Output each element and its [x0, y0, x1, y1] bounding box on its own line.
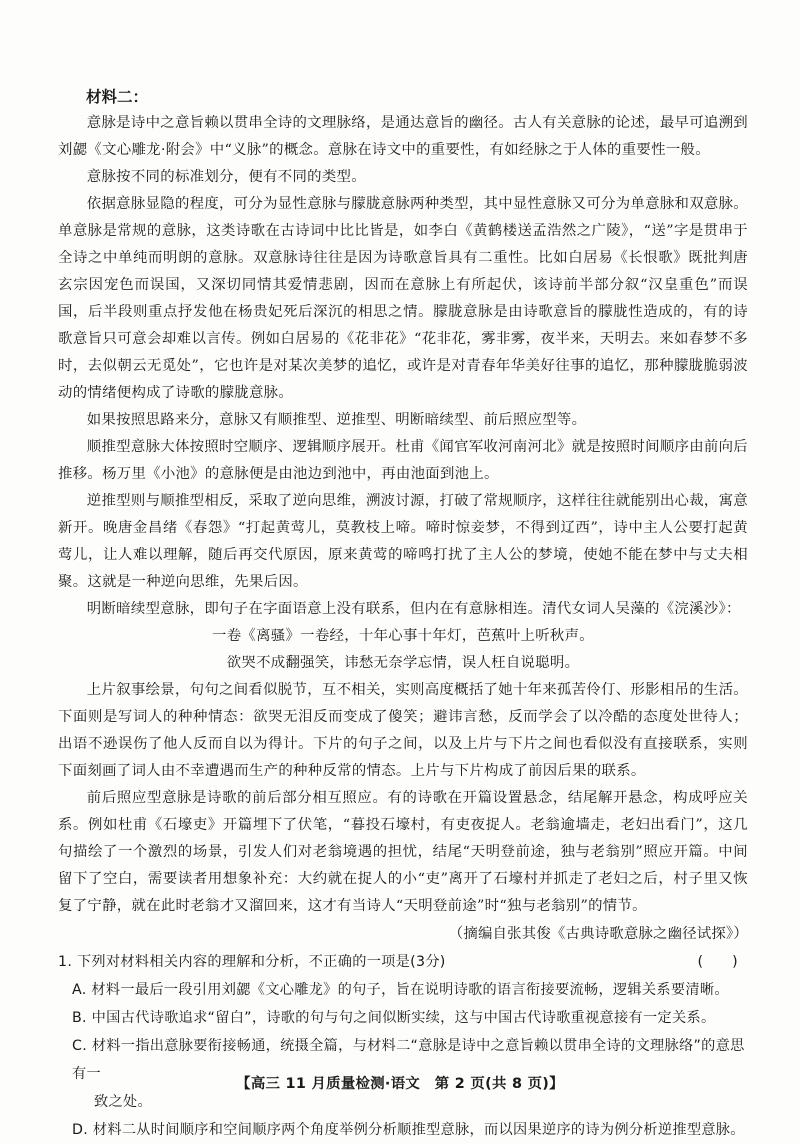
answer-bracket[interactable]: ( ) — [697, 954, 738, 970]
question-stem — [58, 948, 748, 976]
source-citation: （摘编自张其俊《古典诗歌意脉之幽径试探》） — [448, 926, 748, 942]
option-c-continued: 致之处。 — [94, 1094, 152, 1110]
question-1 — [58, 948, 748, 1144]
option-c[interactable]: C. 材料一指出意脉要衔接畅通，统摄全篇，与材料二“意脉是诗中之意旨赖以贯串全诗的文理脉络”的意思有一 — [72, 1038, 745, 1082]
paragraph-intro: 意脉是诗中之意旨赖以贯串全诗的文理脉络，是通达意旨的幽径。古人有关意脉的论述，最早可追溯到刘勰《文心雕龙·附会》中“义脉”的概念。意脉在诗文中的重要性，有如经脉之于人体的重要性一般。 — [58, 115, 748, 158]
paragraph-reverse: 逆推型则与顺推型相反，采取了逆向思维，溯波讨源，打破了常规顺序，这样往往就能别出心裁，寓意新开。晚唐金昌绪《春怨》“打起黄莺儿，莫教枝上啼。啼时惊妾梦，不得到辽西”，诗中主人公要打起黄莺儿，让人难以理解，随后再交代原因，原来黄莺的啼鸣打扰了主人公的梦境，使她不能在梦中与丈夫相聚。这就是一种逆向思维，先果后因。 — [58, 493, 748, 590]
document-body — [58, 84, 748, 1144]
page-footer: 【高三 11 月质量检测·语文 第 2 页(共 8 页)】 — [236, 1076, 564, 1092]
paragraph-thought-types: 如果按照思路来分，意脉又有顺推型、逆推型、明断暗续型、前后照应型等。 — [86, 412, 587, 428]
paragraph-explicit-hazy: 依据意脉显隐的程度，可分为显性意脉与朦胧意脉两种类型，其中显性意脉又可分为单意脉和双意脉。单意脉是常规的意脉，这类诗歌在古诗词中比比皆是，如李白《黄鹤楼送孟浩然之广陵》，“送”字是贯串于全诗之中单纯而明朗的意脉。双意脉诗往往是因为诗歌意旨具有二重性。比如白居易《长恨歌》既批判唐玄宗因宠色而误国，又深切同情其爱情悲剧，因而在意脉上有所起伏，该诗前半部分叙“汉皇重色”而误国，后半段则重点抒发他在杨贵妃死后深沉的相思之情。朦胧意脉是由诗歌意旨的朦胧性造成的，有的诗歌意旨只可意会却难以言传。例如白居易的《花非花》“花非花，雾非雾，夜半来，天明去。来如春梦不多时，去似朝云无觅处”，它也许是对某次美梦的追忆，或许是对青春年华美好往事的追忆，那种朦胧脆弱波动的情绪便构成了诗歌的朦胧意脉。 — [58, 196, 748, 401]
option-d[interactable]: D. 材料二从时间顺序和空间顺序两个角度举例分析顺推型意脉，而以因果逆序的诗为例分析逆推型意脉。 — [72, 1122, 745, 1138]
paragraph-echo: 前后照应型意脉是诗歌的前后部分相互照应。有的诗歌在开篇设置悬念，结尾解开悬念，构成呼应关系。例如杜甫《石壕吏》开篇埋下了伏笔，“暮投石壕村，有吏夜捉人。老翁逾墙走，老妇出看门”，这几句描绘了一个激烈的场景，引发人们对老翁境遇的担忧，结尾“天明登前途，独与老翁别”照应开篇。中间留下了空白，需要读者用想象补充：大约就在捉人的小“吏”离开了石壕村并抓走了老妇之后，村子里又恢复了宁静，就在此时老翁才又溜回来，这才有当诗人“天明登前途”时“独与老翁别”的情节。 — [58, 790, 748, 914]
section-heading: 材料二： — [86, 87, 149, 106]
paragraph-broken-continued: 明断暗续型意脉，即句子在字面语意上没有联系，但内在有意脉相连。清代女词人吴藻的《浣溪沙》： — [86, 601, 741, 617]
poem-line-1: 一卷《离骚》一卷经，十年心事十年灯，芭蕉叶上听秋声。 — [212, 628, 594, 644]
poem-line-2: 欲哭不成翻强笑，讳愁无奈学忘情，误人枉自说聪明。 — [226, 655, 580, 671]
paragraph-types: 意脉按不同的标准划分，便有不同的类型。 — [86, 169, 366, 185]
option-a[interactable]: A. 材料一最后一段引用刘勰《文心雕龙》的句子，旨在说明诗歌的语言衔接要流畅，逻辑关系要清晰。 — [72, 982, 729, 998]
question-stem-text: 1. 下列对材料相关内容的理解和分析，不正确的一项是(3分) — [58, 954, 446, 970]
paragraph-poem-analysis: 上片叙事绘景，句句之间看似脱节，互不相关，实则高度概括了她十年来孤苦伶仃、形影相吊的生活。下面则是写词人的种种情态：欲哭无泪反而变成了傻笑；避讳言愁，反而学会了以冷酷的态度处世待人；出语不逊误伤了他人反而自以为得计。下片的句子之间，以及上片与下片之间也看似没有直接联系，实则下面刻画了词人由不幸遭遇而生产的种种反常的情态。上片与下片构成了前因后果的联系。 — [58, 682, 748, 779]
paragraph-forward: 顺推型意脉大体按照时空顺序、逻辑顺序展开。杜甫《闻官军收河南河北》就是按照时间顺序由前向后推移。杨万里《小池》的意脉便是由池边到池中，再由池面到池上。 — [58, 439, 748, 482]
option-b[interactable]: B. 中国古代诗歌追求“留白”，诗歌的句与句之间似断实续，这与中国古代诗歌重视意接有一定关系。 — [72, 1010, 716, 1026]
